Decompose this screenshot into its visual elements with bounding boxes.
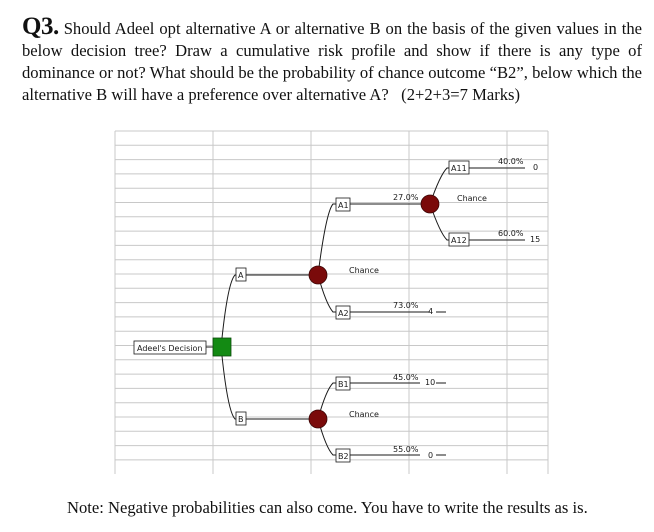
- b1-prob: 45.0%: [393, 373, 419, 382]
- question-number: Q3.: [22, 13, 59, 40]
- a1-label: A1: [338, 201, 349, 210]
- b2-label: B2: [338, 452, 349, 461]
- a11-prob: 40.0%: [498, 157, 524, 166]
- branch-b: [222, 356, 318, 419]
- alt-a-label: A: [238, 271, 244, 280]
- question-marks: (2+2+3=7 Marks): [401, 85, 521, 104]
- grid-background: [115, 131, 548, 474]
- a2-prob: 73.0%: [393, 301, 419, 310]
- a12-prob: 60.0%: [498, 229, 524, 238]
- b2-value: 0: [428, 451, 434, 460]
- root-label: Adeel's Decision: [137, 344, 203, 353]
- a11-value: 0: [533, 163, 539, 172]
- a2-value: 4: [428, 307, 434, 316]
- chance-label-a1: Chance: [457, 194, 487, 203]
- chance-label-b: Chance: [349, 410, 379, 419]
- chance-node-b: [309, 410, 327, 428]
- b1-value: 10: [425, 378, 436, 387]
- question-body: Should Adeel opt alternative A or alternative B on the basis of the given values in the below decision tree? Draw a cumulative risk profile and show if there is any type of dominance or not? What should be the probability of chance outcome “B2”, below which the alternative B will have a preference over alternative A?: [22, 19, 642, 104]
- decision-node: [213, 338, 231, 356]
- b1-label: B1: [338, 380, 349, 389]
- a11-label: A11: [451, 164, 467, 173]
- b2-prob: 55.0%: [393, 445, 419, 454]
- a1-prob: 27.0%: [393, 193, 419, 202]
- note-text: Note: Negative probabilities can also come. You have to write the results as is.: [67, 498, 588, 517]
- chance-node-a: [309, 266, 327, 284]
- a12-value: 15: [530, 235, 541, 244]
- chance-node-a1: [421, 195, 439, 213]
- a12-label: A12: [451, 236, 467, 245]
- alt-b-label: B: [238, 415, 244, 424]
- chance-label-a: Chance: [349, 266, 379, 275]
- branch-a1: [318, 204, 430, 275]
- a2-label: A2: [338, 309, 349, 318]
- branch-a: [222, 275, 318, 338]
